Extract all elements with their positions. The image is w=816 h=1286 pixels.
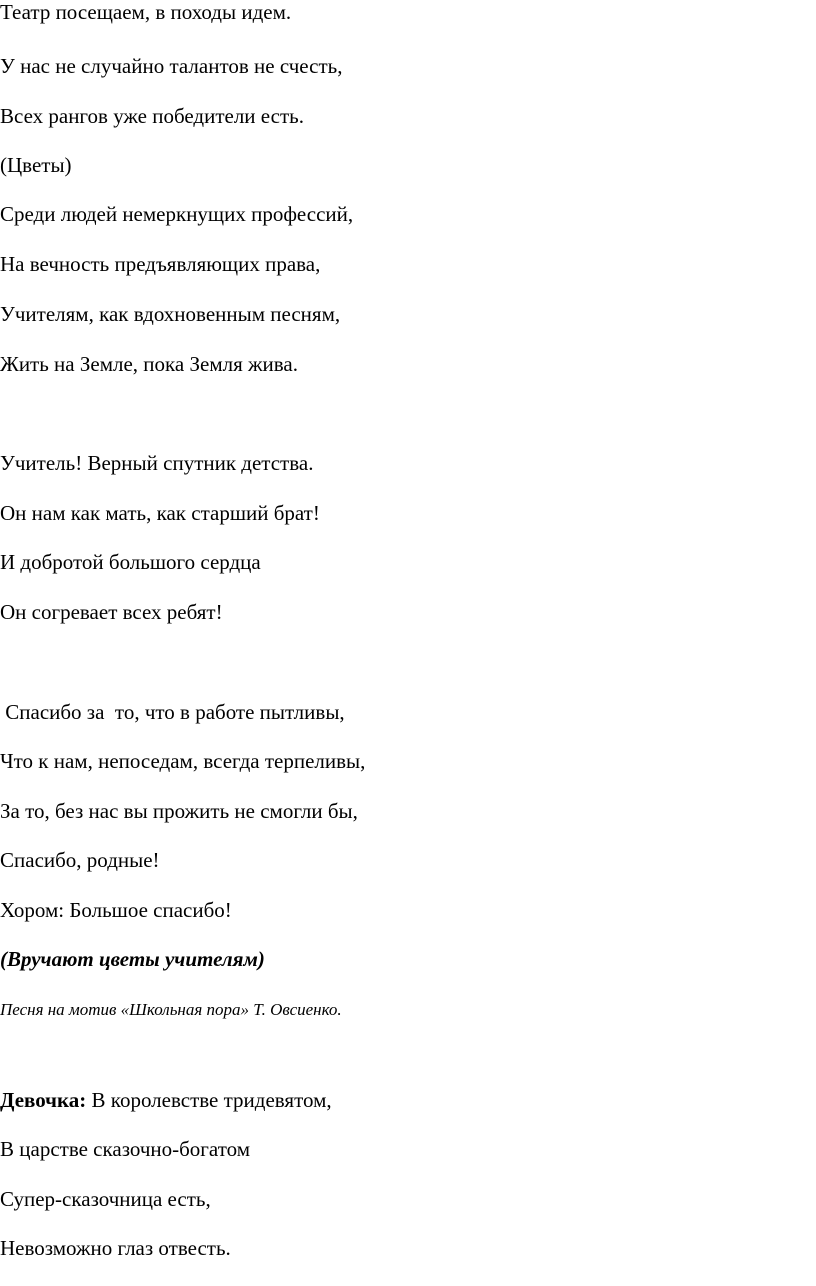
poem-line: Театр посещаем, в походы идем. [0, 0, 292, 24]
poem-line: Всех рангов уже победители есть. [0, 104, 304, 128]
stage-direction: (Вручают цветы учителям) [0, 947, 265, 971]
poem-line: И добротой большого сердца [0, 550, 261, 574]
song-credit: Песня на мотив «Школьная пора» Т. Овсиенко. [0, 1000, 342, 1019]
speaker-line [0, 1087, 332, 1113]
poem-line: Спасибо за то, что в работе пытливы, [0, 700, 345, 724]
poem-line: Учитель! Верный спутник детства. [0, 451, 314, 475]
poem-line: На вечность предъявляющих права, [0, 252, 321, 276]
poem-line: Учителям, как вдохновенным песням, [0, 302, 341, 326]
speaker-label: Девочка: [0, 1088, 87, 1112]
poem-line: В царстве сказочно-богатом [0, 1137, 250, 1161]
poem-line: За то, без нас вы прожить не смогли бы, [0, 799, 358, 823]
poem-line: Спасибо, родные! [0, 848, 160, 872]
poem-line: У нас не случайно талантов не счесть, [0, 54, 343, 78]
poem-line: Невозможно глаз отвесть. [0, 1236, 231, 1260]
poem-line: Он нам как мать, как старший брат! [0, 501, 320, 525]
poem-line: Жить на Земле, пока Земля жива. [0, 352, 298, 376]
poem-line: Хором: Большое спасибо! [0, 898, 232, 922]
poem-line: Он согревает всех ребят! [0, 600, 223, 624]
poem-line: Среди людей немеркнущих профессий, [0, 202, 354, 226]
poem-line: Супер-сказочница есть, [0, 1187, 211, 1211]
speaker-line-text: В королевстве тридевятом, [86, 1088, 332, 1112]
poem-line: (Цветы) [0, 153, 72, 177]
poem-line: Что к нам, непоседам, всегда терпеливы, [0, 749, 366, 773]
